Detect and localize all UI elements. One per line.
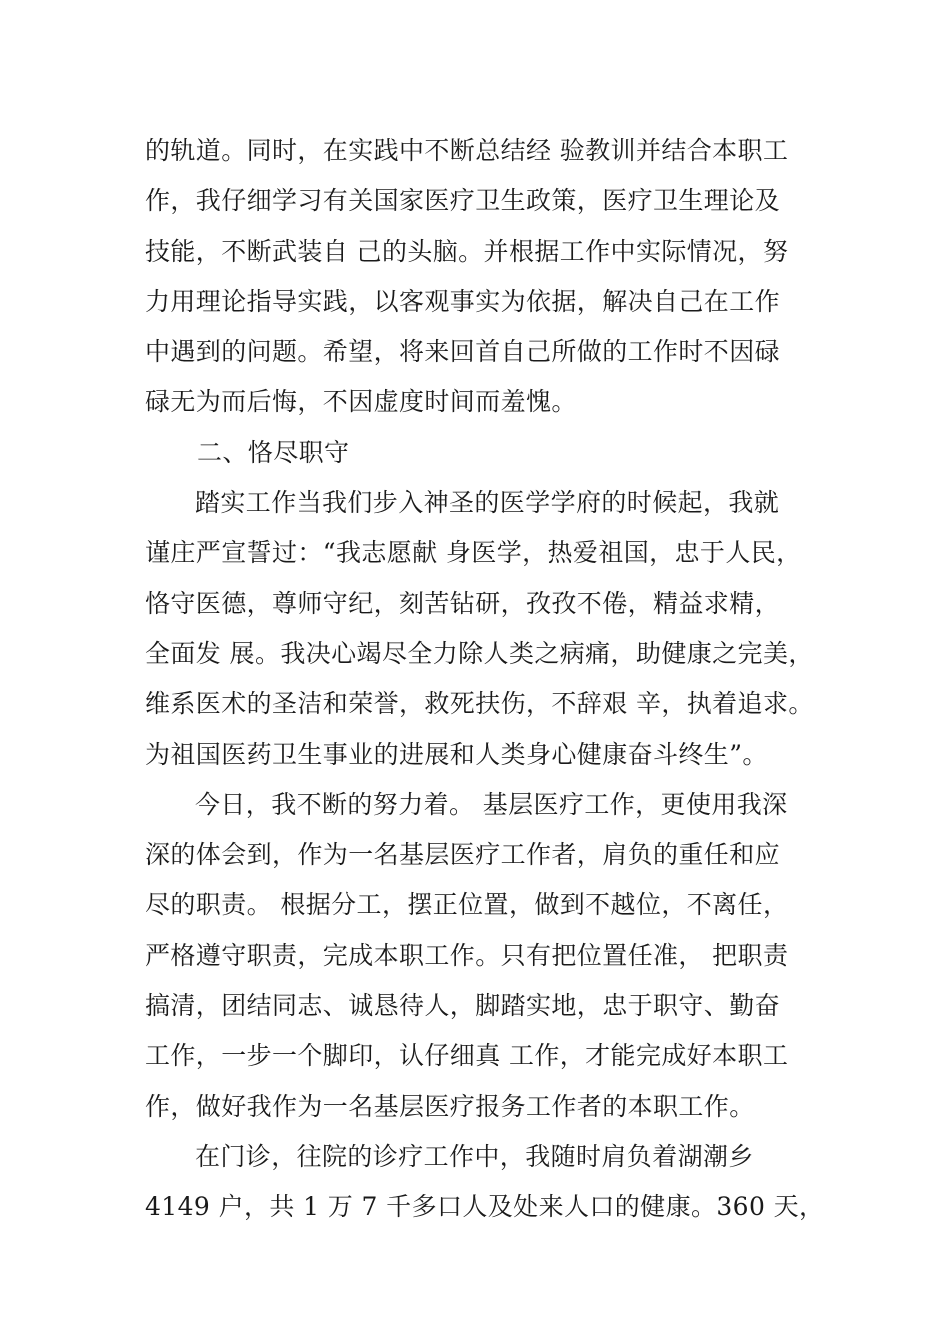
- text-line-11: 全面发 展。我决心竭尽全力除人类之病痛，助健康之完美，: [145, 638, 814, 668]
- text-line-9: 谨庄严宣誓过：“我志愿献 身医学，热爱祖国，忠于人民，: [145, 538, 802, 568]
- text-line-15: 深的体会到，作为一名基层医疗工作者，肩负的重任和应: [145, 840, 781, 870]
- document-body: [145, 126, 825, 1233]
- text-line-18: 搞清，团结同志、诚恳待人，脚踏实地，忠于职守、勤奋: [145, 991, 781, 1021]
- text-line-14: 今日，我不断的努力着。 基层医疗工作，更使用我深: [195, 789, 788, 819]
- text-line-19: 工作，一步一个脚印，认仔细真 工作，才能完成好本职工: [145, 1041, 789, 1071]
- text-line-2: 作，我仔细学习有关国家医疗卫生政策，医疗卫生理论及: [145, 186, 781, 216]
- text-line-1: 的轨道。同时，在实践中不断总结经 验教训并结合本职工: [145, 136, 789, 165]
- text-line-12: 维系医术的圣洁和荣誉，救死扶伤，不辞艰 辛，执着追求。: [145, 689, 814, 719]
- text-line-16: 尽的职责。 根据分工，摆正位置，做到不越位，不离任，: [145, 890, 789, 920]
- text-line-3: 技能，不断武装自 己的头脑。并根据工作中实际情况，努: [145, 236, 789, 266]
- text-line-21: 在门诊，往院的诊疗工作中，我随时肩负着湖潮乡: [195, 1141, 754, 1171]
- text-line-6: 碌无为而后悔，不因虚度时间而羞愧。: [145, 387, 577, 417]
- text-line-17: 严格遵守职责，完成本职工作。只有把位置任准， 把职责: [145, 940, 789, 970]
- text-line-4: 力用理论指导实践，以客观事实为依据，解决自己在工作: [145, 286, 781, 316]
- text-line-8: 踏实工作当我们步入神圣的医学学府的时候起，我就: [195, 488, 780, 518]
- text-line-22: 4149 户，共 1 万 7 千多口人及处来人口的健康。360 天，: [145, 1192, 825, 1222]
- text-line-13: 为祖国医药卫生事业的进展和人类身心健康奋斗终生”。: [145, 739, 768, 769]
- text-line-20: 作，做好我作为一名基层医疗报务工作者的本职工作。: [145, 1091, 755, 1121]
- section-heading: 二、恪尽职守: [197, 437, 350, 467]
- text-line-10: 恪守医德，尊师守纪，刻苦钻研，孜孜不倦，精益求精，: [145, 588, 781, 618]
- text-line-5: 中遇到的问题。希望，将来回首自己所做的工作时不因碌: [145, 337, 781, 367]
